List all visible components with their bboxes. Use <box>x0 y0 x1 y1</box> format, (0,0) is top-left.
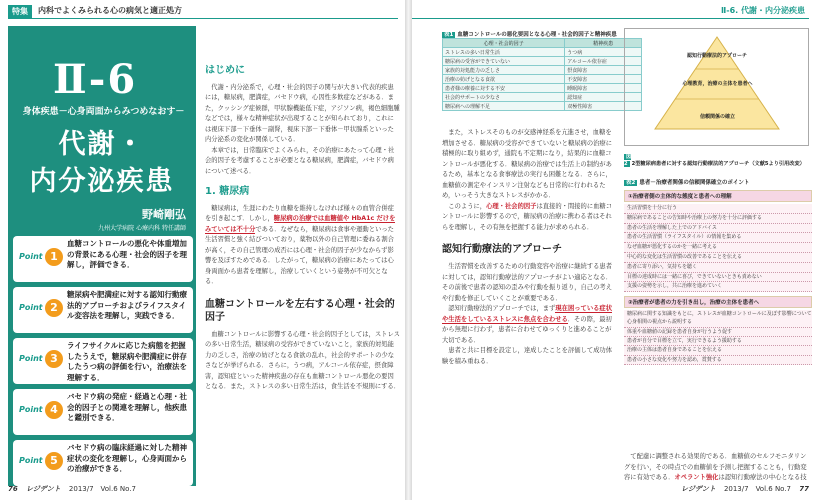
section-number: Ⅱ-6 <box>53 56 138 103</box>
point-text: 血糖コントロールの悪化や体重増加の背景にある心理・社会的因子を理解し，評価できる． <box>67 239 187 269</box>
list-item: 目標の達成時には一緒に喜び，できていないときも責めない <box>624 273 812 283</box>
point-number: 4 <box>45 401 63 419</box>
table-row: ストレスの多い日常生活 うつ病 <box>443 48 642 57</box>
chapter-title-line2: 内分泌疾患 <box>29 166 175 197</box>
magazine-name: レジデント <box>25 485 61 493</box>
list-item: 糖尿病に関する知識をもとに，ストレスが血糖コントロールに及ぼす影響について心身相関の視点から説明する <box>624 310 812 328</box>
point-item <box>13 287 193 333</box>
table-row: 家族的対処能力の乏しさ 摂食障害 <box>443 66 642 75</box>
point-label: Point <box>19 456 43 465</box>
point-text: 糖尿病や肥満症に対する認知行動療法的アプローチおよびライフスタイル変容法を理解し，実践できる． <box>67 290 187 320</box>
table-row: 糖尿病への理解不足 双極性障害 <box>443 102 642 111</box>
highlight-text: 現在困っている症状や生活をしているストレスに焦点を合わせる <box>442 305 613 323</box>
right-running-header <box>412 0 817 22</box>
pyramid-mid-label: 心理教育，治療の主体を患者へ <box>682 81 753 87</box>
point-label: Point <box>19 252 43 261</box>
point-label: Point <box>19 354 43 363</box>
section-1-heading: 1. 糖尿病 <box>205 186 250 197</box>
intro-paragraph-2: 本章では，日常臨床でよくみられ，その治療にあたって心理・社会的因子を考慮することが必要となる糖尿病，肥満症，バセドウ病について述べる． <box>205 146 395 175</box>
section-3-heading: 認知行動療法的アプローチ <box>442 244 562 255</box>
section-2-paragraph: 血糖コントロールに影響する心理・社会的因子としては，ストレスの多い日常生活，糖尿病の受容ができていないこと，家族的対処能力の乏しさ，治療の妨げとなる食欲の乱れ，社会的サポートの少なさなどが挙げられる．さらに，うつ病，アルコール依存症，摂食障害，認知症といった精神疾患の存在も血糖コントロール悪化の要因となる．また，ストレスの多い日常生活は，食生活を不規則にする． <box>205 330 400 390</box>
table1-col-header: 心理・社会的因子 <box>443 39 565 48</box>
table1 <box>442 38 642 111</box>
list-item: 患者に寄り添い，気持ちを聴く <box>624 263 812 273</box>
point-text: バセドウ病の発症・経過と心理・社会的因子との関連を理解し，他疾患と鑑別できる． <box>67 392 187 422</box>
list-item: 治療の主体は患者自身であることを伝える <box>624 346 812 355</box>
section-running-title: Ⅱ-6. 代謝・内分泌疾患 <box>721 6 805 15</box>
list-item: 患者の生活習慣（ライフスタイル）の情報を集める <box>624 233 812 243</box>
right-bottom-paragraph: て配慮に調整される効果的である．血糖値のセルフモニタリングを行い，その時点での血糖値を予測し把握することも，行動変容に有効である．オペラント強化は認知行動療法の中心となる技 <box>624 453 807 481</box>
title-panel <box>8 26 196 486</box>
figure-label: 図2 <box>624 154 632 167</box>
point-item <box>13 236 193 282</box>
highlight-text: 心理・社会的因子 <box>486 202 537 210</box>
spine-gutter <box>405 0 412 500</box>
list-item: 生活習慣を十分に行う <box>624 204 812 214</box>
table2-subheading-1: ①治療者側の主体的な態度と患者への理解 <box>624 190 812 202</box>
pyramid-diagram <box>625 29 810 147</box>
body-paragraph: また，ストレスそのものが交感神経系を亢進させ，血糖を増加させる．糖尿病の受容ができていないと糖尿病の治療に積極的に取り組めず，通院も不定期になり，結果的に血糖コントロールが悪化する．糖尿病の治療では生活上の制約があるため，基本となる食事療法の実行も困難となる．さらに，血糖値の測定やインスリン注射なども日常的に行われるため，いっそう大きなストレスがかかる． <box>442 129 613 199</box>
pyramid-bottom-label: 信頼関係の確立 <box>699 114 735 120</box>
table2-caption: 表2 患者－治療者関係の信頼関係確立のポイント <box>626 180 750 186</box>
section-subtitle: 身体疾患－心身両面からみつめなおす－ <box>22 107 185 117</box>
point-number: 5 <box>45 452 63 470</box>
point-item <box>13 338 193 384</box>
point-text: ライフサイクルに応じた病態を把握したうえで，糖尿病や肥満症に併存したうつ病の評価を行い，治療法を理解する． <box>67 341 187 382</box>
point-item <box>13 440 193 486</box>
header-rule <box>8 18 398 19</box>
point-number: 3 <box>45 350 63 368</box>
chapter-title-line1: 代謝・ <box>58 129 146 160</box>
list-item: 中心的な変化は生活習慣の改善であることを伝える <box>624 253 812 263</box>
feature-title: 内科でよくみられる心の病気と適正処方 <box>38 6 182 15</box>
point-label: Point <box>19 303 43 312</box>
body-paragraph: このように，心理・社会的因子は直接的・間接的に血糖コントロールに影響するので，糖尿病の治療に携わる者はそれらを理解し，その有無を把握する能力が求められる． <box>442 202 613 231</box>
highlight-text: 糖尿病の治療では血糖値や HbA1c だけをみていては不十分 <box>205 215 396 233</box>
intro-paragraph: 代謝・内分泌系で，心理・社会的因子の関与が大きい代表的疾患には，糖尿病，肥満症，バセドウ病，心因性多飲症などがある．また，クッシング症候群，甲状腺機能低下症，アジソン病，褐色細胞腫などでは，様々な精神症状が出現することが知られており，これには視床下部－下垂体－副腎，視床下部－下垂体－甲状腺系といった内分泌系の変化が関係している． <box>205 83 400 143</box>
author-affiliation: 九州大学病院 心療内科 特任講師 <box>98 225 186 232</box>
point-text: バセドウ病の臨床経過に対した精神症状の変化を理解し，心身両面からの治療ができる． <box>67 443 187 473</box>
point-label: Point <box>19 405 43 414</box>
table-row: 社会的サポートの少なさ 認知症 <box>443 93 642 102</box>
pyramid-top-label: 認知行動療法的アプローチ <box>687 53 748 59</box>
issue-info: 2013/7 Vol.6 No.7 <box>723 485 792 493</box>
table-row: 患者様の療養に対する不安 睡眠障害 <box>443 84 642 93</box>
list-item: 患者が自分で目標を立て，実行できるよう援助する <box>624 337 812 346</box>
left-footer <box>8 484 136 494</box>
point-number: 2 <box>45 299 63 317</box>
body-paragraph: 認知行動療法的アプローチでは，まず現在困っている症状や生活をしているストレスに焦点を合わせる．その際，最初から無理に行わず，患者に合わせてゆっくりと進めることが大切である． <box>442 305 613 344</box>
left-running-header <box>0 0 405 22</box>
table-row: 糖尿病の受容ができていない アルコール依存症 <box>443 57 642 66</box>
pyramid-caption: 図2 2型糖尿病患者に対する認知行動療法的アプローチ（文献5より引用改変） <box>624 154 805 167</box>
list-item: 体重や血糖値の記録を患者自身が行うよう促す <box>624 328 812 337</box>
right-body-column <box>442 128 617 478</box>
list-item: なぜ血糖が悪化するのかを一緒に考える <box>624 243 812 253</box>
list-item: 支援の姿勢を示し，共に治療を進めていく <box>624 282 812 292</box>
feature-tag: 特集 <box>8 5 32 18</box>
point-item <box>13 389 193 435</box>
highlight-text: オペラント強化 <box>674 474 719 481</box>
table1-caption: 表1 血糖コントロールの悪化要因となる心理・社会的因子と精神疾患 <box>444 32 617 38</box>
list-item: 患者の小さな変化や努力を認め，賞賛する <box>624 356 812 365</box>
point-number: 1 <box>45 248 63 266</box>
list-item: 患者の生活を理解した上でのアドバイス <box>624 224 812 234</box>
left-page <box>0 0 405 500</box>
intro-heading: はじめに <box>205 65 245 76</box>
section-1-paragraph: 糖尿病は，生涯にわたり血糖を維持しなければ様々の血管合併症を引き起こす．しかし，糖尿病の治療では血糖値や HbA1c だけをみていては不十分である．なぜなら，糖尿病は食事や運動といった生活習慣と強く結びついており，薬物以外の自己管理に委ねる割合が高く，その自己管理の成否には心理・社会的因子が少なからず影響を及ぼすためである．したがって，糖尿病の治療にあたっては心身両面から患者を理解し，治療していくという姿勢が不可欠となる． <box>205 204 396 285</box>
right-footer <box>681 484 809 494</box>
right-page <box>412 0 817 500</box>
header-rule <box>412 18 809 19</box>
author-name: 野崎剛弘 <box>142 208 186 221</box>
magazine-name: レジデント <box>681 485 716 493</box>
table-row: 治療の妨げとなる食欲 不安障害 <box>443 75 642 84</box>
list-item: 糖尿病であることの告知時や治療上の努力を十分に評価する <box>624 214 812 224</box>
body-paragraph: 生活習慣を改善するための行動変容や治療に継続する患者に対しては，認知行動療法的アプローチがよい適応となる．その前後で患者の認知の歪みや行動を振り返り，自己の考えや行動を修正していくことが重要である． <box>442 263 613 302</box>
issue-info: 2013/7 Vol.6 No.7 <box>68 485 136 493</box>
table2-label: 表2 <box>626 180 636 186</box>
table1-label: 表1 <box>444 32 454 38</box>
section-2-heading: 血糖コントロールを左右する心理・社会的因子 <box>205 298 395 323</box>
pyramid-figure <box>624 28 809 146</box>
points-list <box>13 236 193 491</box>
body-paragraph: 患者と共に目標を設定し，達成したことを評価して成功体験を積み重ねる． <box>442 347 613 365</box>
table2-box <box>624 178 812 450</box>
table1-col-header: 精神疾患 <box>565 39 642 48</box>
left-body-column <box>205 62 400 480</box>
table2-subheading-2: ②治療者が患者の力を引き出し，治療の主体を患者へ <box>624 296 812 308</box>
page-number-left: 76 <box>8 485 18 493</box>
page-number-right: 77 <box>799 485 809 493</box>
